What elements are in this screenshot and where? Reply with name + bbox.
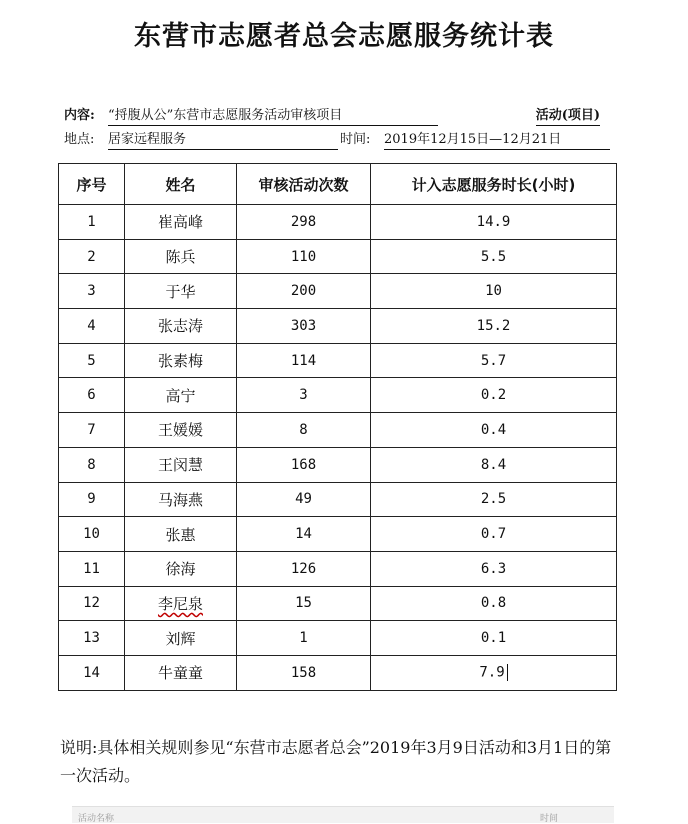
cell-no xyxy=(59,343,125,378)
cell-name xyxy=(125,447,237,482)
cell-hours-text: 0.4 xyxy=(480,421,507,438)
cell-no xyxy=(59,205,125,240)
cell-hours xyxy=(371,517,617,552)
location-value: 居家远程服务 xyxy=(108,130,338,150)
cell-no xyxy=(59,447,125,482)
cell-name xyxy=(125,586,237,621)
cell-count xyxy=(237,517,371,552)
cell-name-text: 王媛媛 xyxy=(157,421,203,440)
cell-count xyxy=(237,274,371,309)
cell-count xyxy=(237,447,371,482)
page-title: 东营市志愿者总会志愿服务统计表 xyxy=(134,21,554,52)
cell-no xyxy=(59,551,125,586)
cell-hours xyxy=(371,309,617,344)
cell-count-text: 158 xyxy=(290,664,317,681)
cell-name xyxy=(125,621,237,656)
cell-count-text: 114 xyxy=(290,352,317,369)
cell-hours-text: 0.1 xyxy=(480,630,507,647)
cell-no-text: 5 xyxy=(87,352,96,369)
cell-name xyxy=(125,205,237,240)
cell-name-text: 牛童童 xyxy=(157,664,203,683)
cell-hours xyxy=(371,378,617,413)
table-row xyxy=(59,205,617,240)
header-hours: 计入志愿服务时长(小时) xyxy=(371,164,617,205)
cell-name xyxy=(125,551,237,586)
cell-name-text: 李尼泉 xyxy=(157,594,203,613)
cell-count xyxy=(237,586,371,621)
cell-name-text: 张惠 xyxy=(165,525,196,544)
table-row xyxy=(59,447,617,482)
cell-hours xyxy=(371,621,617,656)
cell-name xyxy=(125,655,237,690)
cell-hours xyxy=(371,482,617,517)
cell-name-text: 王闵慧 xyxy=(157,456,203,475)
table-row xyxy=(59,655,617,690)
cell-count xyxy=(237,378,371,413)
cell-count-text: 49 xyxy=(295,491,312,508)
cell-no-text: 4 xyxy=(87,317,96,334)
cell-hours-text: 6.3 xyxy=(480,560,507,577)
content-value: “捋腹从公”东营市志愿服务活动审核项目 xyxy=(108,106,438,126)
cell-no xyxy=(59,655,125,690)
cell-hours xyxy=(371,586,617,621)
table-row xyxy=(59,621,617,656)
cell-count-text: 303 xyxy=(290,317,317,334)
table-row xyxy=(59,482,617,517)
cell-name xyxy=(125,309,237,344)
table-row xyxy=(59,239,617,274)
cell-no-text: 11 xyxy=(83,560,100,577)
cell-no xyxy=(59,621,125,656)
cell-count xyxy=(237,239,371,274)
footer-left-label: 活动名称 xyxy=(78,814,115,824)
location-label: 地点: xyxy=(64,132,95,147)
stats-table xyxy=(58,163,617,691)
cell-name-text: 张志涛 xyxy=(157,317,203,336)
cell-no-text: 14 xyxy=(83,664,100,681)
text-cursor xyxy=(507,664,508,681)
cell-name xyxy=(125,517,237,552)
cell-hours xyxy=(371,413,617,448)
cell-no-text: 6 xyxy=(87,387,96,404)
table-row xyxy=(59,517,617,552)
note-text: 说明:具体相关规则参见“东营市志愿者总会”2019年3月9日活动和3月1日的第一次活动。 xyxy=(60,738,612,785)
cell-no xyxy=(59,482,125,517)
footer-right-label: 时间 xyxy=(539,814,558,824)
table-row xyxy=(59,378,617,413)
cell-hours-text: 10 xyxy=(485,283,502,300)
cell-hours-text: 5.5 xyxy=(480,248,507,265)
cell-count-text: 168 xyxy=(290,456,317,473)
cell-no xyxy=(59,586,125,621)
cell-count xyxy=(237,655,371,690)
cell-count xyxy=(237,551,371,586)
cell-no xyxy=(59,239,125,274)
table-body xyxy=(59,205,617,691)
cell-count xyxy=(237,309,371,344)
cell-no xyxy=(59,413,125,448)
cell-count xyxy=(237,482,371,517)
cell-no-text: 13 xyxy=(83,630,100,647)
cell-name-text: 马海燕 xyxy=(157,490,203,509)
cell-hours xyxy=(371,205,617,240)
cell-name-text: 刘辉 xyxy=(165,629,196,648)
cell-count xyxy=(237,343,371,378)
cell-count-text: 110 xyxy=(290,248,317,265)
cell-name xyxy=(125,274,237,309)
cell-count-text: 3 xyxy=(299,387,308,404)
location-row xyxy=(64,130,612,150)
cell-count-text: 126 xyxy=(290,560,317,577)
cell-hours-text: 0.7 xyxy=(480,526,507,543)
cell-count-text: 8 xyxy=(299,421,308,438)
table-row xyxy=(59,586,617,621)
cell-count xyxy=(237,621,371,656)
cell-no xyxy=(59,378,125,413)
cell-no-text: 3 xyxy=(87,283,96,300)
table-row xyxy=(59,413,617,448)
cell-hours xyxy=(371,551,617,586)
cell-count-text: 200 xyxy=(290,283,317,300)
header-count: 审核活动次数 xyxy=(237,164,371,205)
time-value: 2019年12月15日—12月21日 xyxy=(384,130,610,150)
cell-name-text: 高宁 xyxy=(165,386,196,405)
cell-name xyxy=(125,343,237,378)
cell-hours-text: 7.9 xyxy=(479,664,505,681)
cell-no xyxy=(59,309,125,344)
cell-count-text: 14 xyxy=(295,526,312,543)
cell-no-text: 2 xyxy=(87,248,96,265)
table-row xyxy=(59,551,617,586)
cell-hours-text: 0.2 xyxy=(480,387,507,404)
cell-hours xyxy=(371,655,617,690)
content-label: 内容: xyxy=(64,108,95,123)
footer-strip xyxy=(72,806,614,823)
cell-count-text: 15 xyxy=(295,595,312,612)
content-row xyxy=(64,106,612,126)
header-name: 姓名 xyxy=(125,164,237,205)
cell-count xyxy=(237,205,371,240)
cell-count xyxy=(237,413,371,448)
cell-name xyxy=(125,239,237,274)
cell-no-text: 10 xyxy=(83,526,100,543)
cell-hours-text: 2.5 xyxy=(480,491,507,508)
cell-count-text: 298 xyxy=(290,213,317,230)
cell-hours xyxy=(371,447,617,482)
table-row xyxy=(59,343,617,378)
cell-hours xyxy=(371,274,617,309)
cell-name-text: 徐海 xyxy=(165,560,196,579)
cell-count-text: 1 xyxy=(299,630,308,647)
time-label: 时间: xyxy=(340,132,371,147)
table-row xyxy=(59,274,617,309)
header-no: 序号 xyxy=(59,164,125,205)
cell-hours xyxy=(371,239,617,274)
table-header-row xyxy=(59,164,617,205)
cell-hours xyxy=(371,343,617,378)
activity-label: 活动(项目) xyxy=(536,106,600,126)
cell-no xyxy=(59,517,125,552)
cell-name-text: 崔高峰 xyxy=(157,213,203,232)
cell-no-text: 9 xyxy=(87,491,96,508)
cell-hours-text: 14.9 xyxy=(476,213,511,230)
cell-hours-text: 5.7 xyxy=(480,352,507,369)
cell-name xyxy=(125,413,237,448)
cell-no-text: 8 xyxy=(87,456,96,473)
cell-hours-text: 0.8 xyxy=(480,595,507,612)
cell-name-text: 张素梅 xyxy=(157,352,203,371)
cell-no-text: 12 xyxy=(83,595,100,612)
cell-no xyxy=(59,274,125,309)
cell-no-text: 1 xyxy=(87,213,96,230)
cell-name-text: 于华 xyxy=(165,282,196,301)
table-row xyxy=(59,309,617,344)
cell-name-text: 陈兵 xyxy=(165,248,196,267)
cell-hours-text: 8.4 xyxy=(480,456,507,473)
cell-name xyxy=(125,482,237,517)
cell-hours-text: 15.2 xyxy=(476,317,511,334)
cell-name xyxy=(125,378,237,413)
cell-no-text: 7 xyxy=(87,421,96,438)
